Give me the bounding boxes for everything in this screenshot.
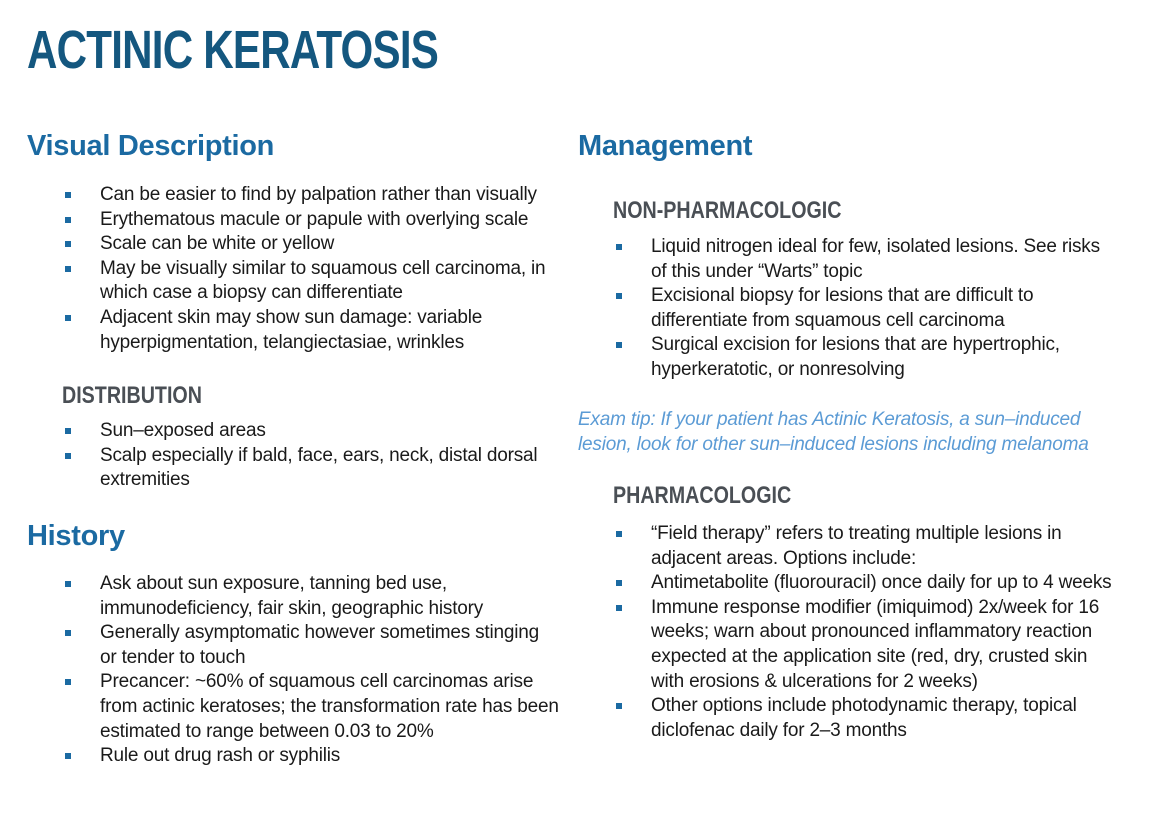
list-item: Precancer: ~60% of squamous cell carcinomas arise from actinic keratoses; the transformation rate has been estimated to range between 0.03 to 20% <box>27 670 572 744</box>
list-item: “Field therapy” refers to treating multiple lesions in adjacent areas. Options include: <box>578 522 1138 571</box>
square-bullet-icon <box>65 630 71 636</box>
square-bullet-icon <box>65 217 71 223</box>
list-item: Surgical excision for lesions that are hypertrophic, hyperkeratotic, or nonresolving <box>578 333 1138 382</box>
list-item: Scale can be white or yellow <box>27 232 572 257</box>
list-item: Antimetabolite (fluorouracil) once daily for up to 4 weeks <box>578 571 1138 596</box>
history-heading: History <box>27 520 125 552</box>
square-bullet-icon <box>616 244 622 250</box>
distribution-list <box>27 419 572 493</box>
list-item: Can be easier to find by palpation rather than visually <box>27 183 572 208</box>
non-pharmacologic-list <box>578 235 1138 383</box>
list-item: Excisional biopsy for lesions that are difficult to differentiate from squamous cell carcinoma <box>578 284 1138 333</box>
list-item: Immune response modifier (imiquimod) 2x/week for 16 weeks; warn about pronounced inflammatory reaction expected at the application site (red, dry, crusted skin with erosions & ulcerations for 2 weeks) <box>578 596 1138 694</box>
page-title: ACTINIC KERATOSIS <box>27 20 439 80</box>
square-bullet-icon <box>65 192 71 198</box>
list-item: May be visually similar to squamous cell carcinoma, in which case a biopsy can differentiate <box>27 257 572 306</box>
list-item: Sun–exposed areas <box>27 419 572 444</box>
list-item: Ask about sun exposure, tanning bed use, immunodeficiency, fair skin, geographic history <box>27 572 572 621</box>
management-heading: Management <box>578 130 753 162</box>
square-bullet-icon <box>65 581 71 587</box>
list-item: Adjacent skin may show sun damage: variable hyperpigmentation, telangiectasiae, wrinkles <box>27 306 572 355</box>
distribution-heading: DISTRIBUTION <box>62 382 202 409</box>
exam-tip: Exam tip: If your patient has Actinic Keratosis, a sun–induced lesion, look for other sun–induced lesions including melanoma <box>578 409 1089 455</box>
square-bullet-icon <box>65 753 71 759</box>
square-bullet-icon <box>616 703 622 709</box>
square-bullet-icon <box>616 531 622 537</box>
square-bullet-icon <box>65 315 71 321</box>
non-pharmacologic-heading: NON-PHARMACOLOGIC <box>613 197 842 224</box>
square-bullet-icon <box>616 342 622 348</box>
visual-description-list <box>27 183 572 355</box>
list-item: Liquid nitrogen ideal for few, isolated lesions. See risks of this under “Warts” topic <box>578 235 1138 284</box>
square-bullet-icon <box>65 453 71 459</box>
square-bullet-icon <box>616 293 622 299</box>
square-bullet-icon <box>616 580 622 586</box>
visual-description-heading: Visual Description <box>27 130 275 162</box>
square-bullet-icon <box>65 241 71 247</box>
history-list <box>27 572 572 769</box>
square-bullet-icon <box>616 605 622 611</box>
square-bullet-icon <box>65 266 71 272</box>
square-bullet-icon <box>65 428 71 434</box>
pharmacologic-list <box>578 522 1138 743</box>
square-bullet-icon <box>65 679 71 685</box>
pharmacologic-heading: PHARMACOLOGIC <box>613 482 792 509</box>
list-item: Generally asymptomatic however sometimes stinging or tender to touch <box>27 621 572 670</box>
list-item: Erythematous macule or papule with overlying scale <box>27 208 572 233</box>
list-item: Other options include photodynamic therapy, topical diclofenac daily for 2–3 months <box>578 694 1138 743</box>
list-item: Rule out drug rash or syphilis <box>27 744 572 769</box>
list-item: Scalp especially if bald, face, ears, neck, distal dorsal extremities <box>27 444 572 493</box>
